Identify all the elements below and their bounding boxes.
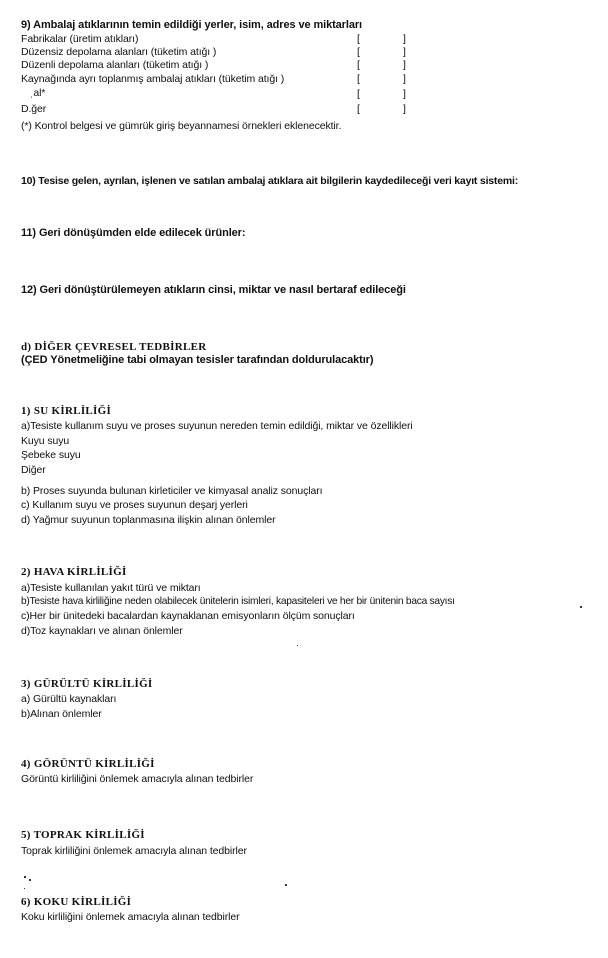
- s9-footnote: (*) Kontrol belgesi ve gümrük giriş beyannamesi örnekleri eklenecektir.: [21, 120, 342, 132]
- su-item-b: b) Proses suyunda bulunan kirleticiler ve kimyasal analiz sonuçları: [21, 485, 323, 497]
- su-source-sebeke: Şebeke suyu: [21, 449, 81, 461]
- bracket-close: ]: [403, 33, 406, 45]
- s10-heading: 10) Tesise gelen, ayrılan, işlenen ve satılan ambalaj atıklara ait bilgilerin kaydedileceği veri kayıt sistemi:: [21, 175, 519, 187]
- bracket-open: [: [357, 33, 360, 45]
- bracket-close: ]: [403, 88, 406, 100]
- su-item-a: a)Tesiste kullanım suyu ve proses suyunun nereden temin edildiği, miktar ve özellikleri: [21, 420, 413, 432]
- scan-speck: [297, 645, 298, 646]
- gurultu-item-a: a) Gürültü kaynakları: [21, 693, 117, 705]
- s12-heading: 12) Geri dönüştürülemeyen atıkların cinsi, miktar ve nasıl bertaraf edileceği: [21, 284, 406, 296]
- s9-row-ithal: ˌal*: [30, 87, 46, 99]
- s9-title: 9) Ambalaj atıklarının temin edildiği yerler, isim, adres ve miktarları: [21, 19, 362, 31]
- d-section-title: d) DİĞER ÇEVRESEL TEDBİRLER: [21, 341, 207, 353]
- toprak-title: 5) TOPRAK KİRLİLİĞİ: [21, 829, 145, 841]
- goruntu-title: 4) GÖRÜNTÜ KİRLİLİĞİ: [21, 758, 155, 770]
- s9-row-duzensiz: Düzensiz depolama alanları (tüketim atığı ): [21, 46, 217, 58]
- hava-item-c: c)Her bir ünitedeki bacalardan kaynaklanan emisyonların ölçüm sonuçları: [21, 610, 355, 622]
- hava-title: 2) HAVA KİRLİLİĞİ: [21, 566, 127, 578]
- su-source-diger: Diğer: [21, 464, 46, 476]
- bracket-close: ]: [403, 103, 406, 115]
- s9-row-diger: D.ğer: [21, 103, 47, 115]
- d-section-subtitle: (ÇED Yönetmeliğine tabi olmayan tesisler tarafından doldurulacaktır): [21, 354, 374, 366]
- s9-row-duzenli: Düzenli depolama alanları (tüketim atığı ): [21, 59, 209, 71]
- s11-heading: 11) Geri dönüşümden elde edilecek ürünler:: [21, 227, 246, 239]
- scan-speck: [580, 606, 582, 608]
- scan-speck: [24, 876, 26, 878]
- s9-row-kaynaginda: Kaynağında ayrı toplanmış ambalaj atıkları (tüketim atığı ): [21, 73, 285, 85]
- scan-speck: [285, 884, 287, 886]
- scan-speck: [29, 879, 31, 881]
- bracket-close: ]: [403, 46, 406, 58]
- scan-speck: [24, 888, 25, 889]
- su-source-kuyu: Kuyu suyu: [21, 435, 70, 447]
- hava-item-a: a)Tesiste kullanılan yakıt türü ve miktarı: [21, 582, 201, 594]
- su-item-c: c) Kullanım suyu ve proses suyunun deşarj yerleri: [21, 499, 248, 511]
- s9-row-fabrikalar: Fabrikalar (üretim atıkları): [21, 33, 139, 45]
- bracket-open: [: [357, 59, 360, 71]
- koku-title: 6) KOKU KİRLİLİĞİ: [21, 896, 132, 908]
- gurultu-title: 3) GÜRÜLTÜ KİRLİLİĞİ: [21, 678, 153, 690]
- hava-item-d: d)Toz kaynakları ve alınan önlemler: [21, 625, 183, 637]
- su-item-d: d) Yağmur suyunun toplanmasına ilişkin alınan önlemler: [21, 514, 276, 526]
- goruntu-text: Görüntü kirliliğini önlemek amacıyla alınan tedbirler: [21, 773, 254, 785]
- koku-text: Koku kirliliğini önlemek amacıyla alınan tedbirler: [21, 911, 240, 923]
- gurultu-item-b: b)Alınan önlemler: [21, 708, 102, 720]
- su-title: 1) SU KİRLİLİĞİ: [21, 405, 112, 417]
- hava-item-b: b)Tesiste hava kirliliğine neden olabilecek ünitelerin isimleri, kapasiteleri ve her bir ünitenin baca sayısı: [21, 596, 455, 607]
- bracket-open: [: [357, 88, 360, 100]
- bracket-close: ]: [403, 59, 406, 71]
- toprak-text: Toprak kirliliğini önlemek amacıyla alınan tedbirler: [21, 845, 247, 857]
- bracket-open: [: [357, 46, 360, 58]
- bracket-close: ]: [403, 73, 406, 85]
- bracket-open: [: [357, 103, 360, 115]
- bracket-open: [: [357, 73, 360, 85]
